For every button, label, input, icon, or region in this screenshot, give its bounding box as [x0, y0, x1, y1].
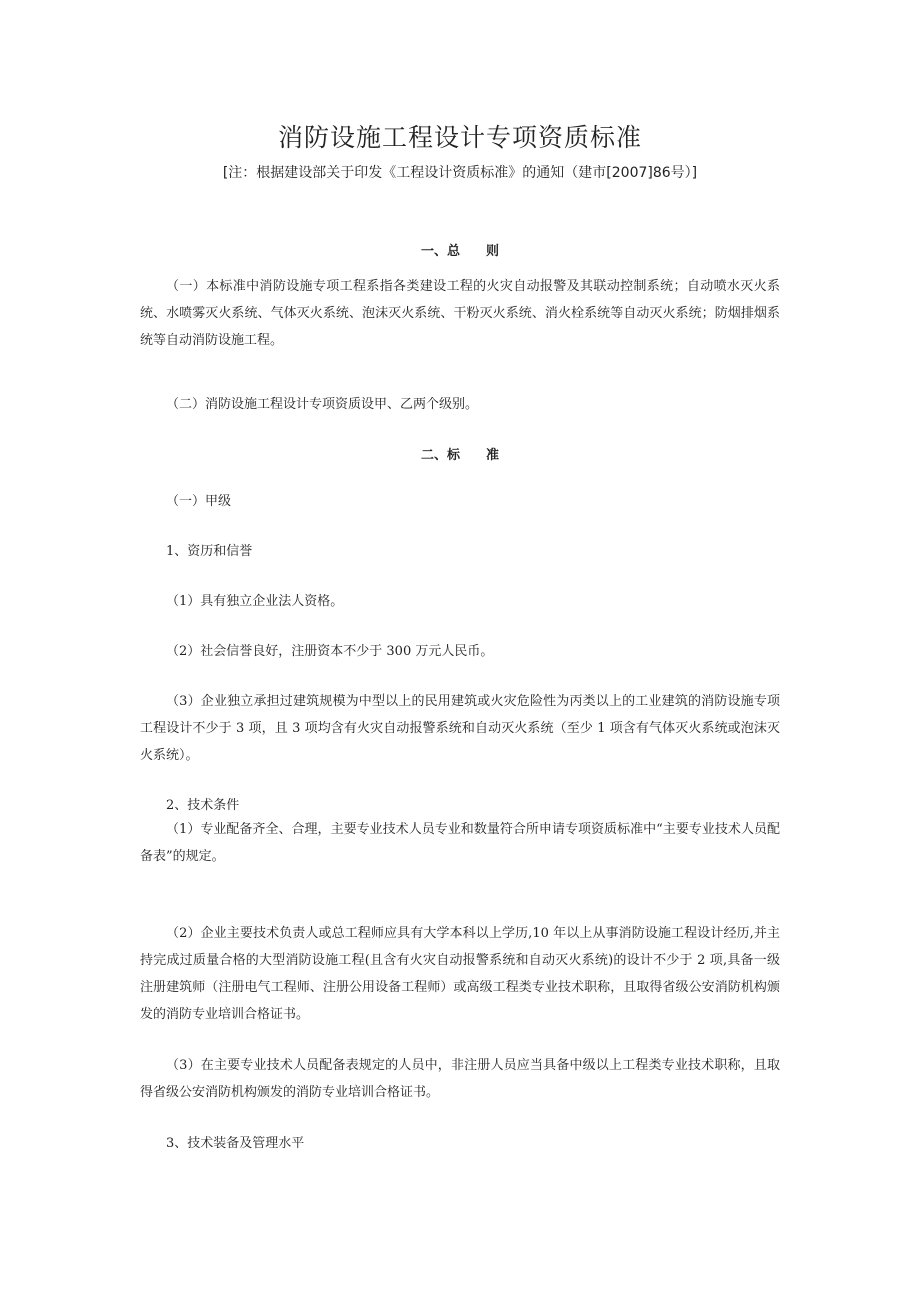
- list-item: （1）具有独立企业法人资格。: [166, 594, 344, 609]
- document-note: [注：根据建设部关于印发《工程设计资质标准》的通知（建市[2007]86号）]: [222, 165, 698, 181]
- list-item: （2）社会信誉良好，注册资本不少于 300 万元人民币。: [166, 644, 494, 659]
- section-heading-word: 则: [486, 244, 500, 259]
- document-title: 消防设施工程设计专项资质标准: [277, 123, 642, 152]
- subsection-title-qualification: 1、资历和信誉: [166, 544, 253, 559]
- section-heading-num: 一、总: [420, 244, 460, 259]
- list-item: （3）在主要专业技术人员配备表规定的人员中，非注册人员应当具备中级以上工程类专业技术职称，且取得省级公安消防机构颁发的消防专业培训合格证书。: [140, 1058, 780, 1100]
- subsection-title-equipment: 3、技术装备及管理水平: [166, 1136, 305, 1151]
- list-item: （3）企业独立承担过建筑规模为中型以上的民用建筑或火灾危险性为丙类以上的工业建筑的消防设施专项工程设计不少于 3 项，且 3 项均含有火灾自动报警系统和自动灭火系统（至少 1 项含有气体灭火系统或泡沫灭火系统）。: [140, 694, 780, 763]
- section-heading-num: 二、标: [420, 448, 460, 463]
- list-item: （1）专业配备齐全、合理，主要专业技术人员专业和数量符合所申请专项资质标准中“主要专业技术人员配备表”的规定。: [140, 822, 780, 864]
- section-heading-general: [0, 240, 920, 259]
- section-heading-standards: [0, 444, 920, 463]
- paragraph-scope: （一）本标准中消防设施专项工程系指各类建设工程的火灾自动报警及其联动控制系统；自动喷水灭火系统、水喷雾灭火系统、气体灭火系统、泡沫灭火系统、干粉灭火系统、消火栓系统等自动灭火系统；防烟排烟系统等自动消防设施工程。: [140, 279, 780, 348]
- subsection-title-technical: 2、技术条件: [166, 798, 240, 813]
- section-heading-word: 准: [486, 448, 500, 463]
- paragraph-grades: （二）消防设施工程设计专项资质设甲、乙两个级别。: [166, 397, 479, 412]
- grade-a-label: （一）甲级: [166, 494, 232, 509]
- list-item: （2）企业主要技术负责人或总工程师应具有大学本科以上学历,10 年以上从事消防设施工程设计经历,并主持完成过质量合格的大型消防设施工程(且含有火灾自动报警系统和自动灭火系统)的设计不少于 2 项,具备一级注册建筑师（注册电气工程师、注册公用设备工程师）或高级工程类专业技术职称，且取得省级公安消防机构颁发的消防专业培训合格证书。: [140, 926, 780, 1022]
